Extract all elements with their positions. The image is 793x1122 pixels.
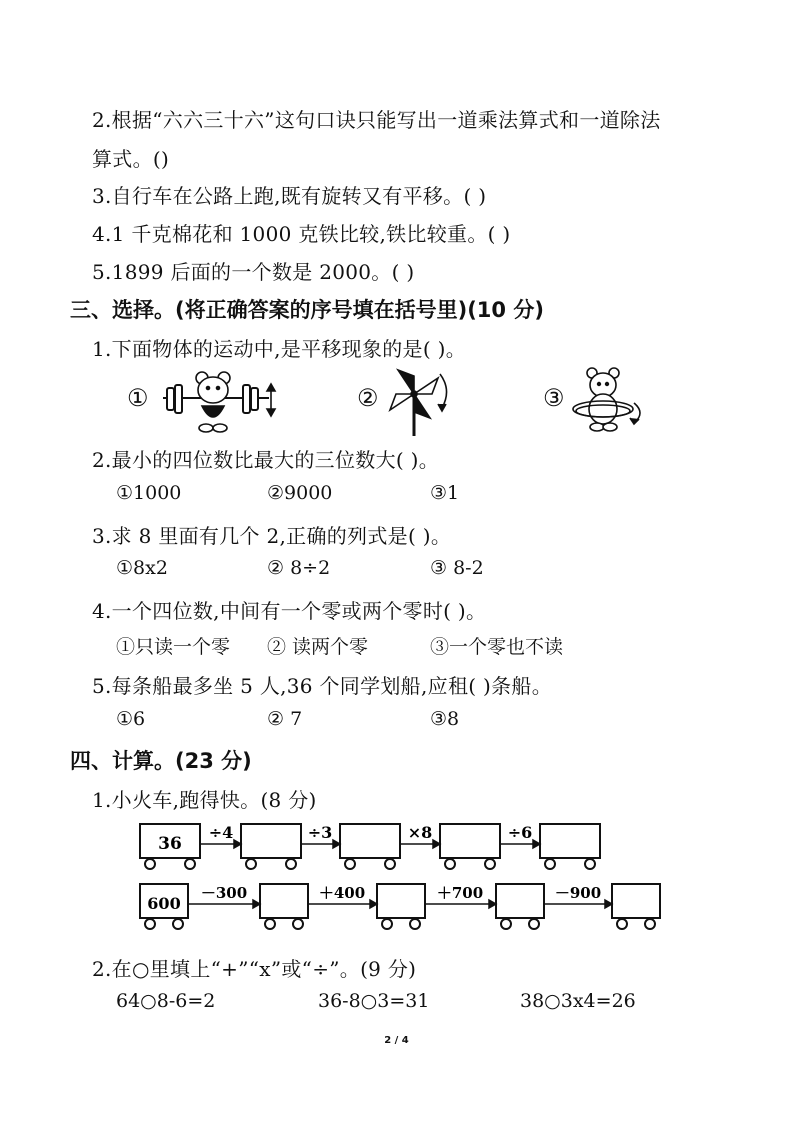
calc-q2-item-2: 36-8○3=31 <box>318 990 430 1012</box>
train-1-car-3 <box>440 824 500 858</box>
choice-q3-option-3: ③ 8-2 <box>430 557 484 579</box>
judge-q2-line2: 算式。() <box>92 147 170 171</box>
train-1-car-4 <box>540 824 600 858</box>
judge-q4: 4.1 千克棉花和 1000 克铁比较,铁比较重。( ) <box>92 222 511 246</box>
calc-q1: 1.小火车,跑得快。(8 分) <box>92 788 317 812</box>
calc-q2-item-3: 38○3x4=26 <box>520 990 636 1012</box>
choice-q4-option-2: ② 读两个零 <box>267 636 369 658</box>
choice-q5-option-1: ①6 <box>116 708 146 730</box>
choice-q2: 2.最小的四位数比最大的三位数大( )。 <box>92 448 440 472</box>
train-2-op-2: ＋400 <box>318 884 366 902</box>
train-2-start-value: 600 <box>147 894 181 913</box>
section-choice-title: 三、选择。(将正确答案的序号填在括号里)(10 分) <box>70 298 544 322</box>
calc-q2: 2.在○里填上“+”“x”或“÷”。(9 分) <box>92 957 417 981</box>
choice-q2-option-2: ②9000 <box>267 482 333 504</box>
choice-q2-option-3: ③1 <box>430 482 460 504</box>
train-1-op-4: ÷6 <box>507 823 533 842</box>
judge-q3: 3.自行车在公路上跑,既有旋转又有平移。( ) <box>92 184 487 208</box>
pinwheel-illustration <box>384 364 454 438</box>
choice-q5-option-3: ③8 <box>430 708 460 730</box>
train-2-op-4: －900 <box>554 884 602 902</box>
train-1-car-1 <box>241 824 301 858</box>
train-2-car-1 <box>260 884 308 918</box>
train-2-op-1: －300 <box>200 884 248 902</box>
bear-hula-hoop-illustration <box>570 365 650 437</box>
train-1 <box>130 818 610 874</box>
choice-q4-option-1: ①只读一个零 <box>116 636 231 658</box>
choice-q5: 5.每条船最多坐 5 人,36 个同学划船,应租( )条船。 <box>92 674 553 698</box>
section-calc-title: 四、计算。(23 分) <box>70 749 252 773</box>
train-2-car-4 <box>612 884 660 918</box>
option-marker-3: ③ <box>543 384 565 412</box>
train-1-op-2: ÷3 <box>307 823 333 842</box>
train-1-start-value: 36 <box>158 834 182 854</box>
choice-q3-option-2: ② 8÷2 <box>267 557 331 579</box>
train-2 <box>130 878 670 934</box>
calc-q2-item-1: 64○8-6=2 <box>116 990 216 1012</box>
judge-q5: 5.1899 后面的一个数是 2000。( ) <box>92 260 415 284</box>
option-marker-1: ① <box>127 384 149 412</box>
option-marker-2: ② <box>357 384 379 412</box>
rotation-arrow-icon <box>438 374 447 411</box>
choice-q4-option-3: ③一个零也不读 <box>430 636 564 658</box>
up-down-arrow-icon <box>267 384 275 416</box>
train-2-op-3: ＋700 <box>436 884 484 902</box>
page-number: 2 / 4 <box>384 1035 409 1046</box>
choice-q5-option-2: ② 7 <box>267 708 303 730</box>
train-2-car-2 <box>377 884 425 918</box>
choice-q1: 1.下面物体的运动中,是平移现象的是( )。 <box>92 337 467 361</box>
judge-q2-line1: 2.根据“六六三十六”这句口诀只能写出一道乘法算式和一道除法 <box>92 108 661 132</box>
train-1-op-1: ÷4 <box>208 823 234 842</box>
train-2-car-3 <box>496 884 544 918</box>
choice-q2-option-1: ①1000 <box>116 482 182 504</box>
choice-q3-option-1: ①8x2 <box>116 557 168 579</box>
bear-weightlifting-illustration <box>157 368 277 434</box>
choice-q3: 3.求 8 里面有几个 2,正确的列式是( )。 <box>92 524 452 548</box>
train-1-car-2 <box>340 824 400 858</box>
choice-q4: 4.一个四位数,中间有一个零或两个零时( )。 <box>92 599 487 623</box>
train-1-op-3: ×8 <box>407 823 433 842</box>
